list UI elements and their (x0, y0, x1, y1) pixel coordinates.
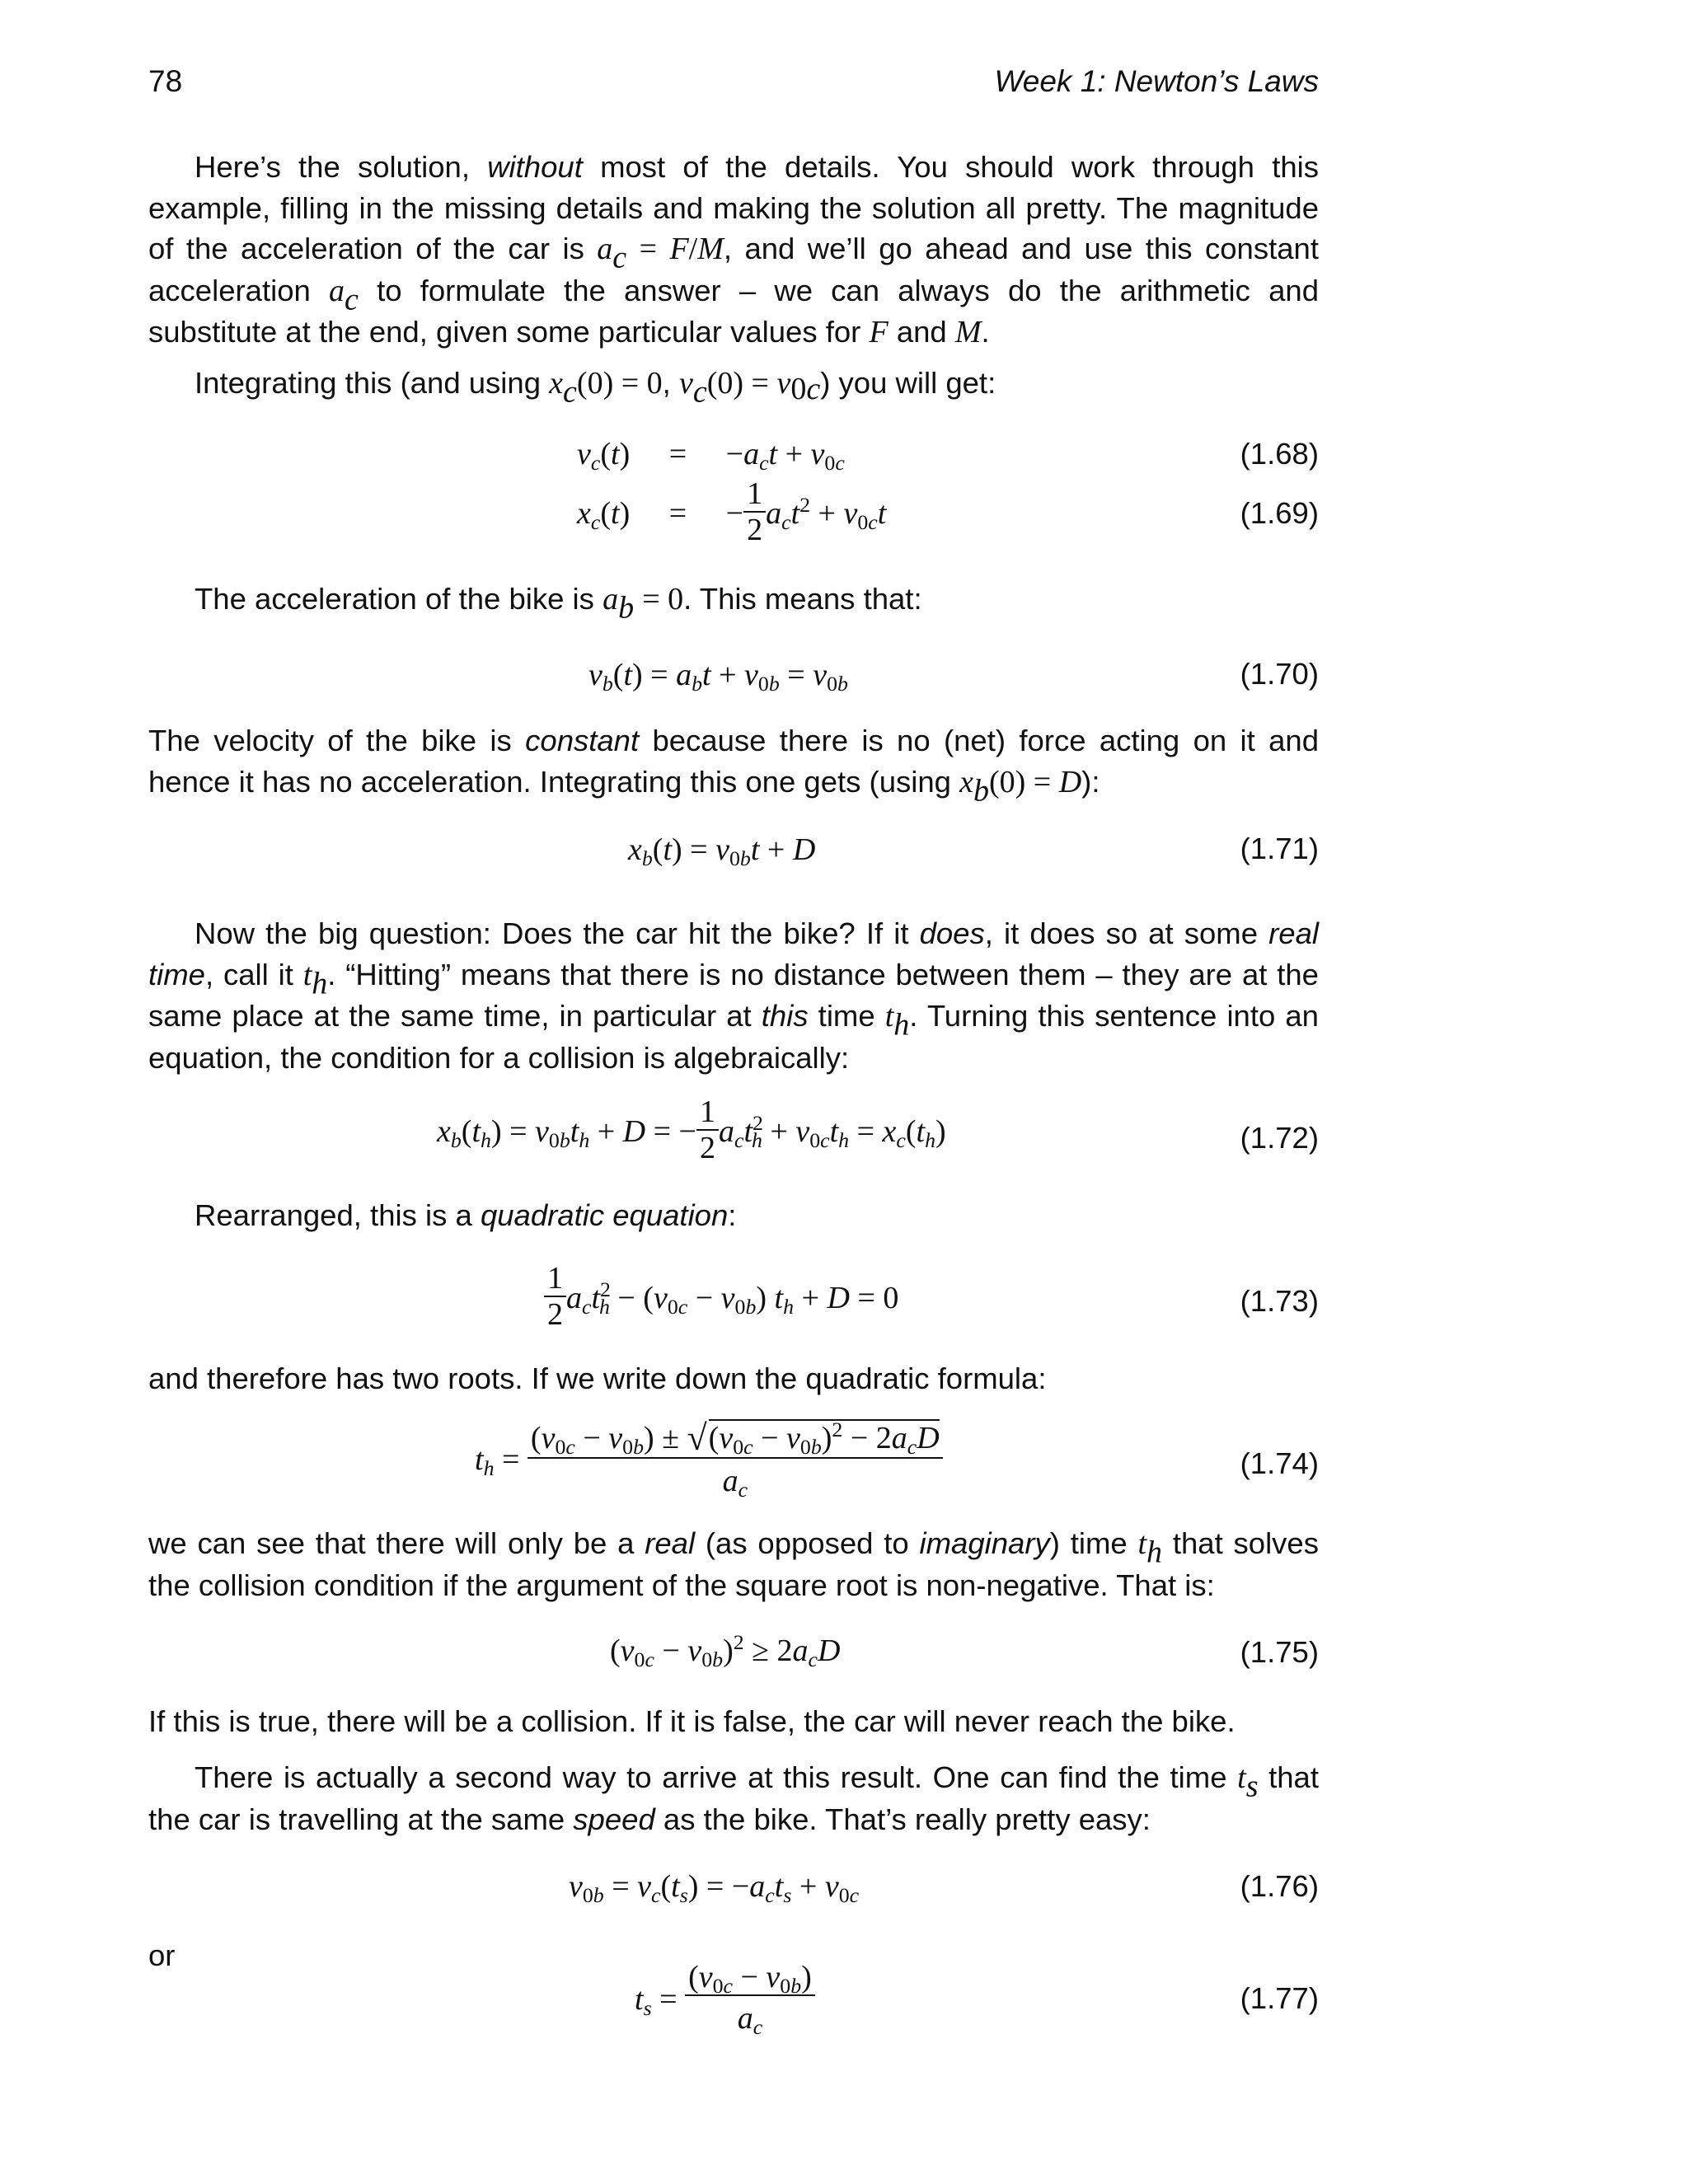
equation-number-1-71: (1.71) (1240, 832, 1319, 865)
equation-number-1-75: (1.75) (1240, 1635, 1319, 1669)
paragraph-1: Here’s the solution, without most of the details. You should work through this example, filling in the missing details and making the solution all pretty. The magnitude of the acceleration of the car is $a_c = F/M$, and we’ll go ahead and use this constant acceleration $a_c$ to formulate the answer – we can always do the arithmetic and substitute at the end, given some particular values for F and M. (148, 150, 1319, 349)
paragraph-6: Rearranged, this is a quadratic equation: (195, 1198, 737, 1232)
equation-number-1-70: (1.70) (1240, 657, 1319, 691)
equation-1-76: $v_{0b} = v_c(t_s) = -a_ct_s + v_{0c}$ (569, 1869, 860, 1908)
equation-number-1-72: (1.72) (1240, 1121, 1319, 1155)
equation-number-1-73: (1.73) (1240, 1284, 1319, 1318)
paragraph-4: The velocity of the bike is constant because there is no (net) force acting on it and hence it has no acceleration. Integrating this one gets (using $x_b(0) = D$): (148, 724, 1319, 808)
equation-1-72: $x_b(t_h) = v_{0b}t_h + D$ = − $\frac{1}{2}$ $a_ct^2_h + v_{0c}t_h = x_c(t_h)$ (437, 1094, 946, 1165)
equation-1-73: $\frac{1}{2}$ $a_ct^2_h - (v_{0c} - v_{0b}) t_h + D = 0$ (544, 1263, 898, 1333)
equation-1-75: $(v_{0c} - v_{0b})^2 \ge 2a_cD$ (610, 1629, 841, 1672)
equation-1-77: $t_s$ = $\frac{(v_{0c} - v_{0b})}{a_c}$ (635, 1961, 815, 2037)
paragraph-2: Integrating this (and using $x_c(0) = 0$, $v_c(0) = v_{0c}$) you will get: (195, 366, 996, 410)
equation-number-1-69: (1.69) (1240, 496, 1319, 530)
equation-1-70: $v_b(t) = a_bt + v_{0b} = v_{0b}$ (588, 658, 848, 696)
equation-1-71: $x_b(t) = v_{0b}t + D$ (628, 832, 816, 871)
equation-1-68: $v_c(t)$ = $-a_ct + v_{0c}$ (577, 437, 845, 476)
running-title: Week 1: Newton’s Laws (994, 64, 1319, 98)
paragraph-8: we can see that there will only be a real (as opposed to imaginary) time $t_h$ that solves the collision condition if the argument of the square root is non-negative. That is: (148, 1526, 1319, 1602)
equation-1-69: $x_c(t)$ = − $\frac{1}{2}$ $a_ct^2 + v_{0c}t$ (577, 476, 887, 547)
equation-number-1-76: (1.76) (1240, 1869, 1319, 1903)
paragraph-10: There is actually a second way to arrive at this result. One can find the time $t_s$ that the car is travelling at the same speed as the bike. That’s really pretty easy: (148, 1760, 1319, 1836)
paragraph-7: and therefore has two roots. If we write down the quadratic formula: (148, 1361, 1047, 1395)
paragraph-5: Now the big question: Does the car hit the bike? If it does, it does so at some real time, call it $t_h$. “Hitting” means that there is no distance between them – they are at the same place at the same time, in particular at this time $t_h$. Turning this sentence into an equation, the condition for a collision is algebraically: (148, 916, 1319, 1075)
page-number: 78 (148, 64, 183, 98)
paragraph-3: The acceleration of the bike is $a_b = 0$. This means that: (195, 582, 922, 626)
equation-number-1-68: (1.68) (1240, 437, 1319, 471)
equation-1-74: $t_h$ = $\frac{(v_{0c} - v_{0b}) \pm √(v_{0c} - v_{0b})^2 - 2a_cD}{a_c}$ (475, 1419, 943, 1500)
paragraph-11: or (148, 1938, 176, 1972)
equation-number-1-74: (1.74) (1240, 1446, 1319, 1480)
equation-number-1-77: (1.77) (1240, 1981, 1319, 2015)
paragraph-9: If this is true, there will be a collision. If it is false, the car will never reach the bike. (148, 1704, 1236, 1738)
